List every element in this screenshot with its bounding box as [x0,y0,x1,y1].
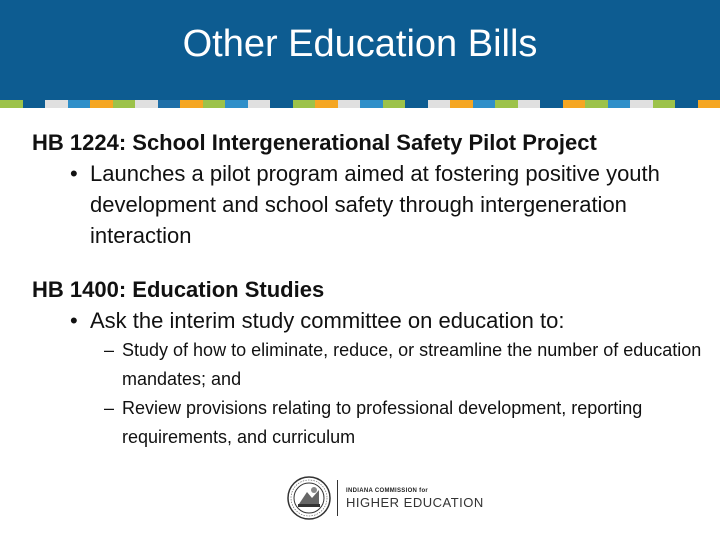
stripe-segment [0,100,23,108]
stripe-segment [68,100,91,108]
stripe-segment [698,100,720,108]
stripe-segment [90,100,113,108]
stripe-segment [135,100,158,108]
slide-body [32,128,702,476]
stripe-segment [45,100,68,108]
stripe-segment [428,100,451,108]
stripe-segment [225,100,248,108]
stripe-segment [608,100,631,108]
stripe-segment [315,100,338,108]
sub-bullet-item [32,394,702,452]
bullet-text: Launches a pilot program aimed at fostering positive youth development and school safety through intergeneration interaction [90,161,660,248]
stripe-segment [450,100,473,108]
logo-divider [337,480,338,516]
bullet-item [32,158,702,251]
stripe-segment [203,100,226,108]
dash-icon: – [104,398,115,418]
stripe-segment [338,100,361,108]
decorative-stripe [0,100,720,108]
stripe-segment [585,100,608,108]
logo-line-1: INDIANA COMMISSION for [346,487,429,494]
bullet-text: Ask the interim study committee on education to: [90,308,565,333]
bill-title: HB 1224: School Intergenerational Safety Pilot Project [32,130,597,155]
stripe-segment [630,100,653,108]
logo-text [346,488,484,509]
slide-title: Other Education Bills [182,22,538,65]
stripe-segment [248,100,271,108]
stripe-segment [495,100,518,108]
sub-bullet-text: Review provisions relating to professional development, reporting requirements, and curriculum [122,398,643,447]
bill-hb1224 [32,128,702,251]
state-seal-icon [287,476,331,520]
stripe-segment [473,100,496,108]
stripe-segment [360,100,383,108]
stripe-segment [675,100,698,108]
stripe-segment [270,100,293,108]
stripe-segment [293,100,316,108]
stripe-segment [563,100,586,108]
stripe-segment [405,100,428,108]
bullet-icon: • [70,308,78,333]
stripe-segment [23,100,46,108]
slide-header [0,0,720,100]
dash-icon: – [104,340,115,360]
stripe-segment [518,100,541,108]
bullet-item [32,305,702,336]
stripe-segment [653,100,676,108]
stripe-segment [113,100,136,108]
stripe-segment [383,100,406,108]
sub-bullet-item [32,336,702,394]
stripe-segment [540,100,563,108]
sub-bullet-text: Study of how to eliminate, reduce, or streamline the number of education mandates; and [122,340,702,389]
commission-logo [287,476,484,520]
bullet-icon: • [70,161,78,186]
stripe-segment [180,100,203,108]
logo-line-2: HIGHER EDUCATION [346,494,484,510]
stripe-segment [158,100,181,108]
bill-hb1400 [32,275,702,452]
bill-title: HB 1400: Education Studies [32,277,325,302]
